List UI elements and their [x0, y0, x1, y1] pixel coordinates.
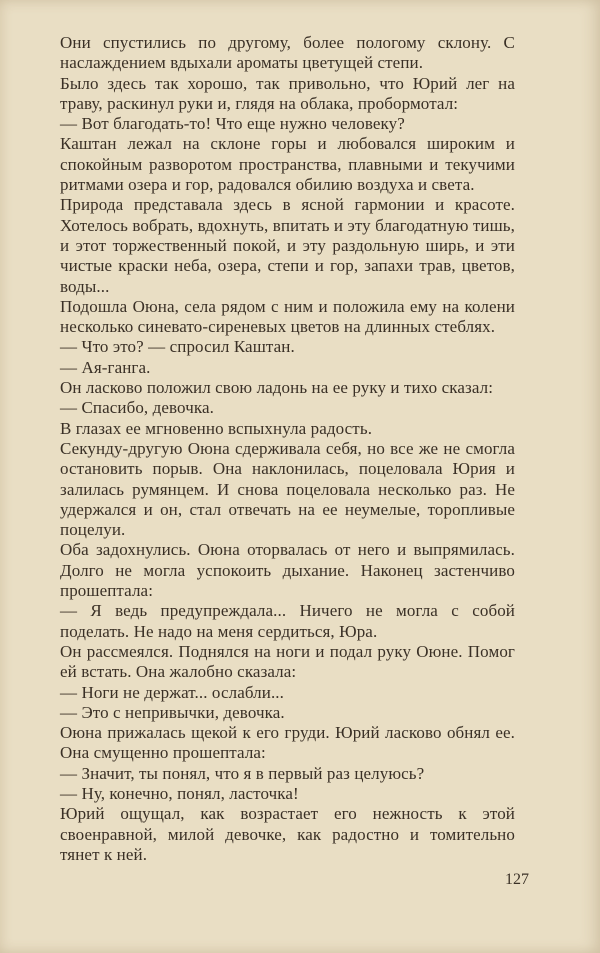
paragraph: Было здесь так хорошо, так привольно, что Юрий лег на траву, раскинул руки и, глядя на облака, пробормотал:: [60, 73, 515, 113]
paragraph: — Ну, конечно, понял, ласточка!: [60, 783, 299, 803]
paragraph: — Ая-ганга.: [60, 357, 151, 377]
paragraph: Они спустились по другому, более пологому склону. С наслаждением вдыхали ароматы цветущей степи.: [60, 33, 515, 73]
paragraph: Юрий ощущал, как возрастает его нежность к этой своенравной, милой девочке, как радостно и томительно тянет к ней.: [60, 804, 515, 864]
paragraph: Оюна прижалась щекой к его груди. Юрий ласково обнял ее. Она смущенно прошептала:: [60, 723, 515, 763]
page-text: [60, 33, 515, 865]
paragraph: — Это с непривычки, девочка.: [60, 702, 285, 722]
paragraph: — Ноги не держат... ослабли...: [60, 682, 284, 702]
paragraph: Он рассмеялся. Поднялся на ноги и подал руку Оюне. Помог ей встать. Она жалобно сказала:: [60, 641, 515, 682]
paragraph: — Я ведь предупреждала... Ничего не могла с собой поделать. Не надо на меня сердиться, Юра.: [60, 601, 515, 641]
paragraph: — Что это? — спросил Каштан.: [60, 337, 295, 357]
paragraph: — Спасибо, девочка.: [60, 398, 214, 418]
paragraph: В глазах ее мгновенно вспыхнула радость.: [60, 418, 373, 438]
paragraph: Секунду-другую Оюна сдерживала себя, но все же не смогла остановить порыв. Она наклонилась, поцеловала Юрия и залилась румянцем. И снова поцеловала несколько раз. Не удержался и он, стал отвечать на ее неумелые, торопливые поцелуи.: [60, 438, 515, 540]
page-number: 127: [505, 871, 529, 888]
paragraph: — Вот благодать-то! Что еще нужно человеку?: [60, 114, 405, 134]
paragraph: — Значит, ты понял, что я в первый раз целуюсь?: [60, 763, 425, 783]
paragraph: Оба задохнулись. Оюна оторвалась от него и выпрямилась. Долго не могла успокоить дыхание. Наконец застенчиво прошептала:: [60, 540, 515, 601]
paragraph: Каштан лежал на склоне горы и любовался широким и спокойным разворотом пространства, плавными и текучими ритмами озера и гор, радовался обилию воздуха и света.: [60, 134, 515, 195]
paragraph: Он ласково положил свою ладонь на ее руку и тихо сказал:: [60, 378, 494, 398]
paragraph: Природа представала здесь в ясной гармонии и красоте. Хотелось вобрать, вдохнуть, впитать и эту благодатную тишь, и этот торжественный покой, и эту раздольную ширь, и эти чистые краски неба, озера, степи и гор, запахи трав, цветов, воды...: [60, 195, 515, 296]
paragraph: Подошла Оюна, села рядом с ним и положила ему на колени несколько синевато-сиреневых цветов на длинных стеблях.: [60, 296, 515, 337]
